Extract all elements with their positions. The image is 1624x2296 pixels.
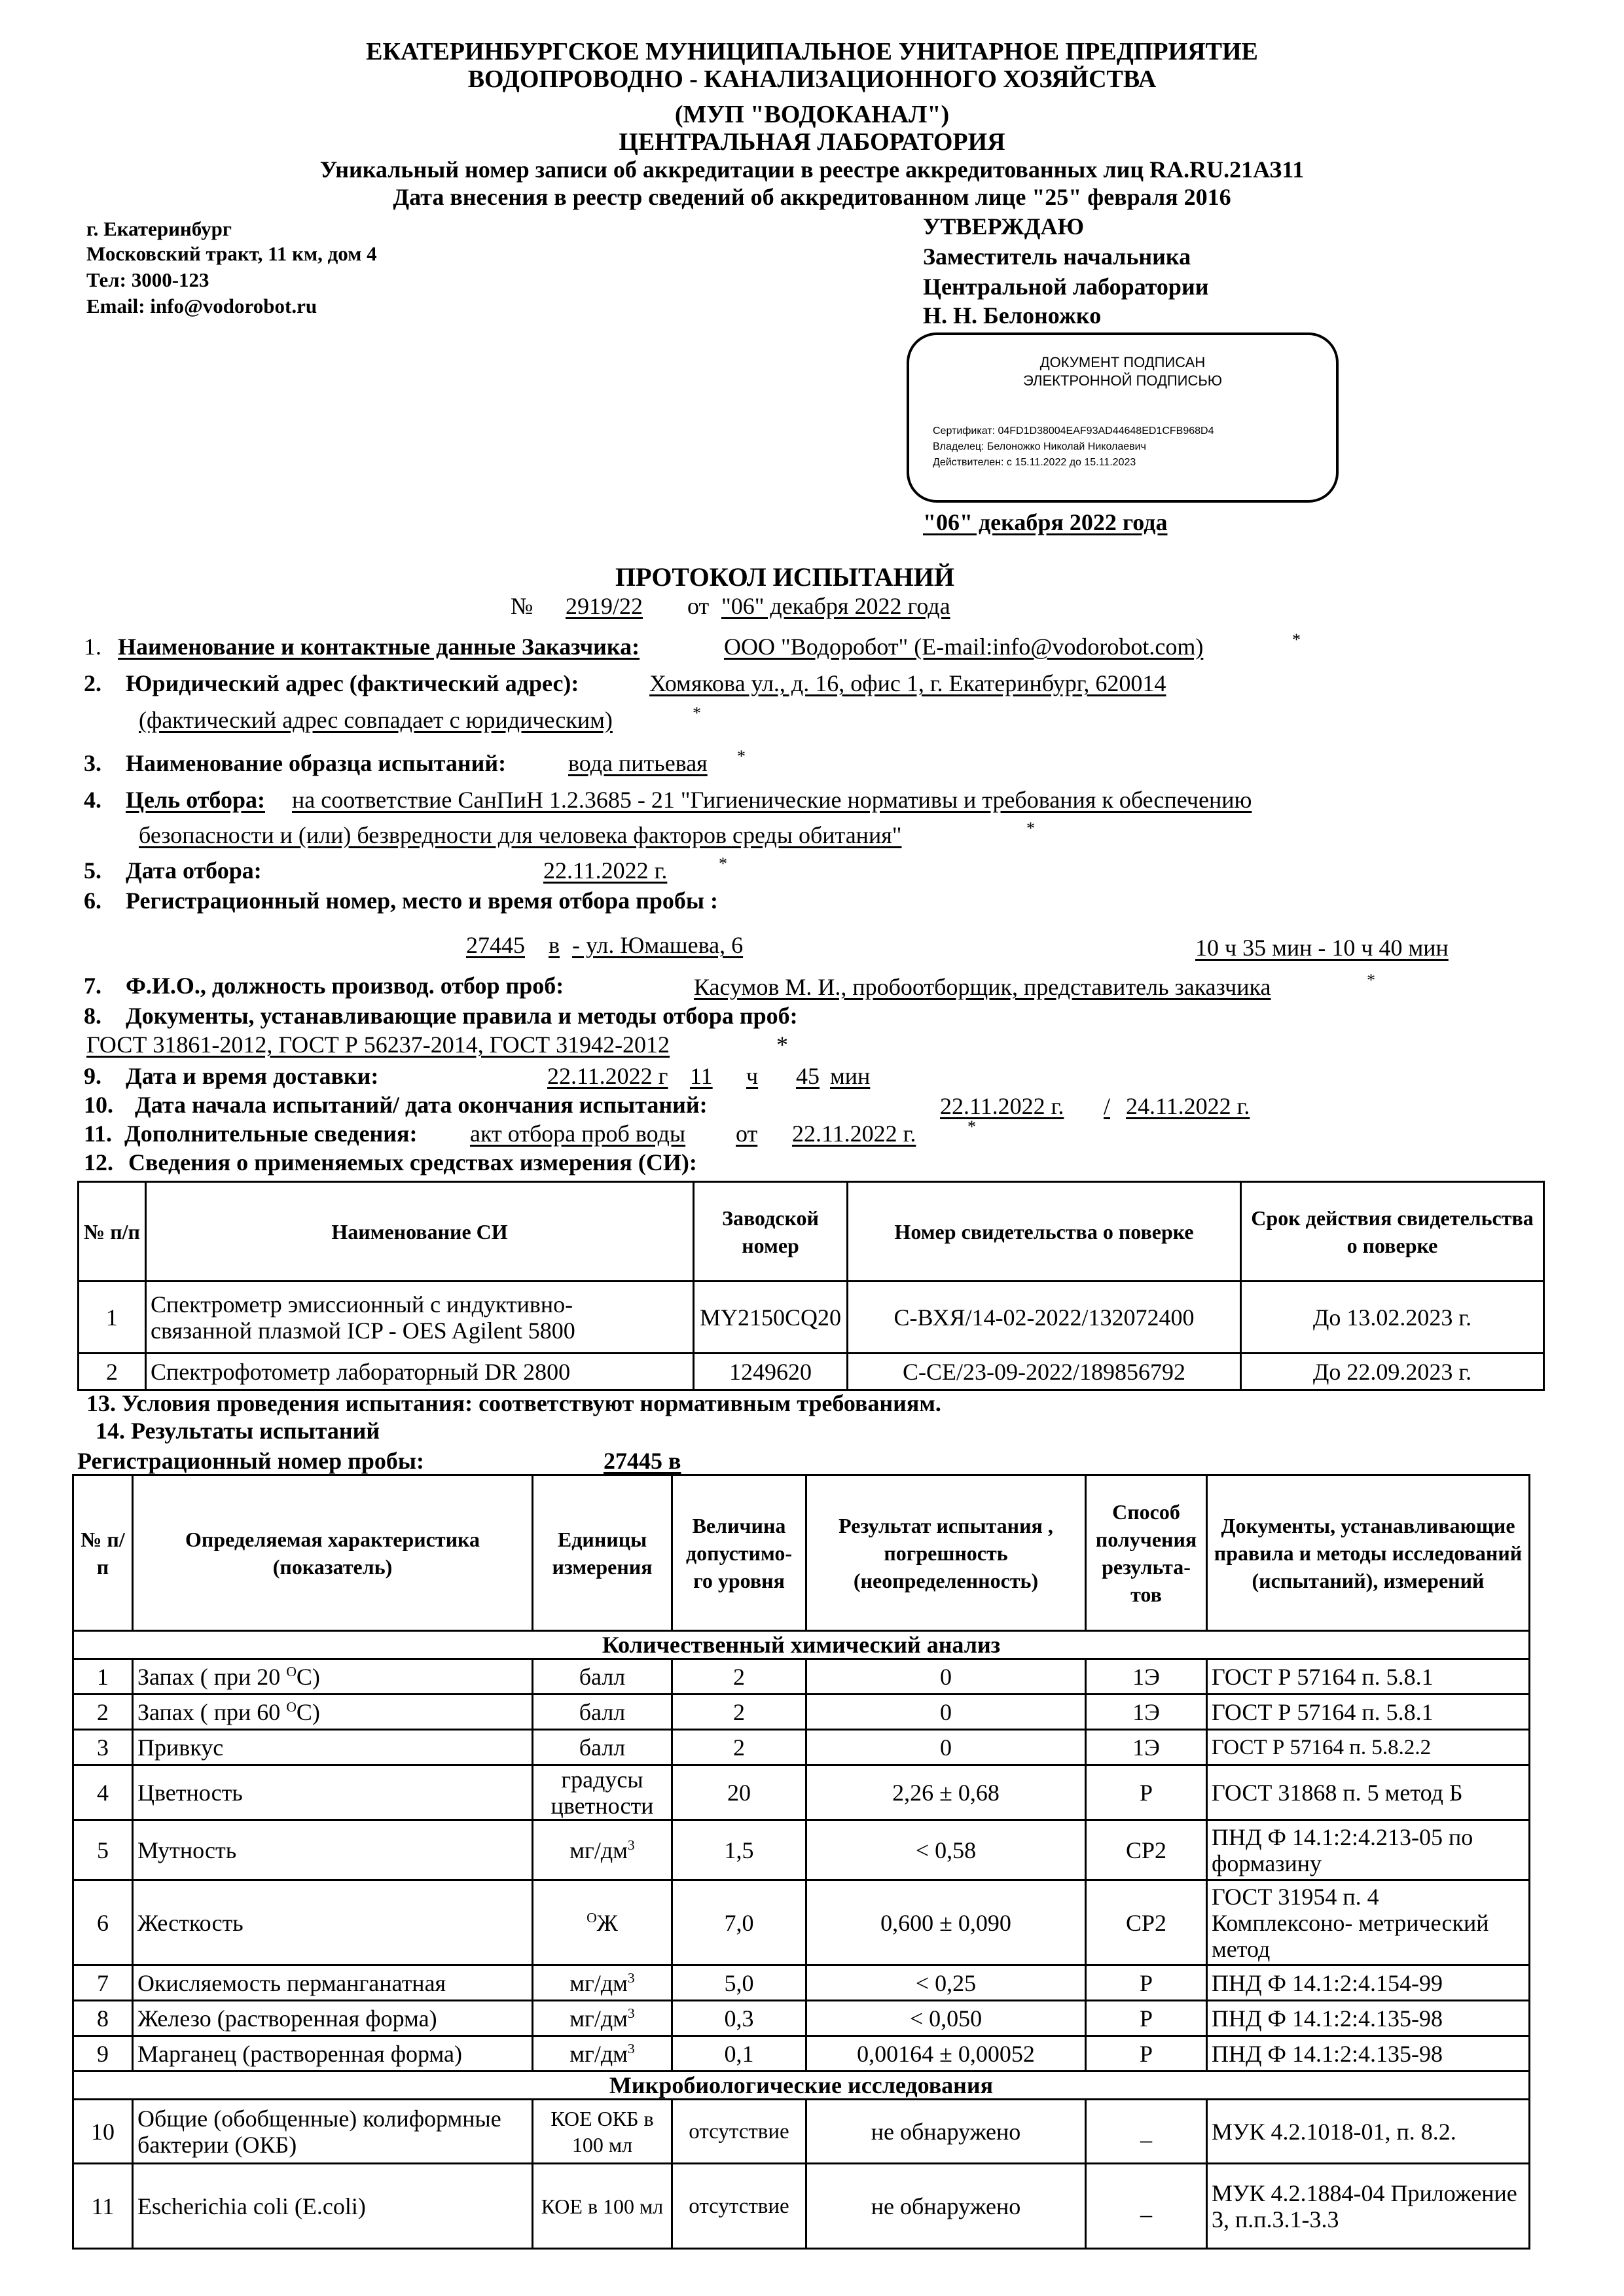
reg-number-value: 27445 в [604, 1448, 681, 1474]
si-row-number: 2 [79, 1354, 146, 1390]
res-header-method: Способ получения результа- тов [1086, 1475, 1207, 1631]
si-row-cert: С-ВХЯ/14-02-2022/132072400 [848, 1282, 1241, 1354]
table-row [73, 1695, 1530, 1730]
si-row-valid: До 22.09.2023 г. [1241, 1354, 1544, 1390]
item3-asterisk: * [737, 747, 746, 766]
res-characteristic: Запах ( при 60 $^O$С) [133, 1695, 533, 1730]
protocol-number-label: № [511, 593, 533, 619]
res-doc: МУК 4.2.1018-01, п. 8.2. [1207, 2100, 1530, 2164]
item6-suffix: в [549, 932, 560, 958]
si-header-valid: Срок действия свидетельства о поверке [1241, 1182, 1544, 1282]
protocol-number: 2919/22 [566, 593, 643, 619]
item11-asterisk: * [967, 1117, 976, 1136]
address-phone: Тел: 3000-123 [86, 268, 209, 291]
item9-number: 9. [84, 1063, 101, 1089]
res-unit: балл [533, 1695, 672, 1730]
item7-number: 7. [84, 973, 101, 999]
res-header-result: Результат испытания , погрешность (неопределенность) [806, 1475, 1086, 1631]
res-result: < 0,050 [806, 2001, 1086, 2036]
res-number: 3 [73, 1730, 133, 1765]
approval-position-2: Центральной лаборатории [923, 274, 1209, 300]
accreditation-date: Дата внесения в реестр сведений об аккредитованном лице "25" февраля 2016 [393, 184, 1231, 210]
item5-number: 5. [84, 857, 101, 884]
res-method: 1Э [1086, 1695, 1207, 1730]
res-method: _ [1086, 2100, 1207, 2164]
si-row-serial: 1249620 [694, 1354, 848, 1390]
item4-number: 4. [84, 787, 101, 813]
res-characteristic: Марганец (растворенная форма) [133, 2036, 533, 2072]
item9-minute: 45 [796, 1063, 820, 1089]
item9-hour-label: ч [746, 1063, 759, 1089]
item14: 14. Результаты испытаний [96, 1418, 380, 1444]
item8-label: Документы, устанавливающие правила и методы отбора проб: [126, 1003, 798, 1029]
table-row [73, 2036, 1530, 2072]
res-result: не обнаружено [806, 2100, 1086, 2164]
item2-label: Юридический адрес (фактический адрес): [126, 670, 579, 696]
measurement-instruments-table [77, 1181, 1545, 1391]
item8-asterisk: * [776, 1031, 788, 1058]
res-limit: 5,0 [672, 1965, 806, 2001]
si-row-number: 1 [79, 1282, 146, 1354]
section-chemical: Количественный химический анализ [73, 1631, 1530, 1659]
res-result: не обнаружено [806, 2164, 1086, 2249]
res-characteristic: Запах ( при 20 $^O$С) [133, 1659, 533, 1695]
item6-reg-number: 27445 [466, 932, 525, 958]
si-row-serial: MY2150CQ20 [694, 1282, 848, 1354]
si-row-cert: С-СЕ/23-09-2022/189856792 [848, 1354, 1241, 1390]
table-row [73, 2164, 1530, 2249]
item8-value: ГОСТ 31861-2012, ГОСТ Р 56237-2014, ГОСТ 31942-2012 [86, 1031, 670, 1058]
res-method: 1Э [1086, 1659, 1207, 1695]
res-doc: ПНД Ф 14.1:2:4.154-99 [1207, 1965, 1530, 2001]
res-header-number: № п/п [73, 1475, 133, 1631]
item4-asterisk: * [1026, 819, 1035, 838]
org-name-line1: ЕКАТЕРИНБУРГСКОЕ МУНИЦИПАЛЬНОЕ УНИТАРНОЕ ПРЕДПРИЯТИЕ [366, 38, 1258, 65]
item5-value: 22.11.2022 г. [543, 857, 668, 884]
res-doc: ГОСТ Р 57164 п. 5.8.1 [1207, 1659, 1530, 1695]
item5-asterisk: * [719, 854, 727, 873]
protocol-date: "06" декабря 2022 года [721, 593, 950, 619]
item2-asterisk: * [693, 704, 701, 723]
res-number: 11 [73, 2164, 133, 2249]
table-row [73, 1880, 1530, 1965]
res-limit: 0,1 [672, 2036, 806, 2072]
res-method: СР2 [1086, 1820, 1207, 1880]
item9-label: Дата и время доставки: [126, 1063, 379, 1089]
item2-number: 2. [84, 670, 101, 696]
res-method: СР2 [1086, 1880, 1207, 1965]
item10-start: 22.11.2022 г. [940, 1093, 1064, 1119]
table-row [73, 1965, 1530, 2001]
res-number: 8 [73, 2001, 133, 2036]
table-row [79, 1282, 1544, 1354]
address-street: Московский тракт, 11 км, дом 4 [86, 242, 377, 265]
res-limit: 20 [672, 1765, 806, 1820]
lab-name: ЦЕНТРАЛЬНАЯ ЛАБОРАТОРИЯ [619, 128, 1005, 156]
item11-from-label: от [736, 1121, 758, 1147]
res-limit: отсутствие [672, 2164, 806, 2249]
si-header-cert: Номер свидетельства о поверке [848, 1182, 1241, 1282]
res-method: 1Э [1086, 1730, 1207, 1765]
res-doc: МУК 4.2.1884-04 Приложение 3, п.п.3.1-3.3 [1207, 2164, 1530, 2249]
item11-value: акт отбора проб воды [470, 1121, 686, 1147]
item1-label: Наименование и контактные данные Заказчика: [118, 634, 640, 660]
table-row [79, 1354, 1544, 1390]
approval-date: "06" декабря 2022 года [923, 509, 1168, 535]
item9-minute-label: мин [830, 1063, 871, 1089]
approval-title: УТВЕРЖДАЮ [923, 213, 1085, 240]
item7-value: Касумов М. И., пробоотборщик, представитель заказчика [694, 974, 1271, 1000]
res-unit: $мг/дм^3$ [533, 1820, 672, 1880]
signature-line2: ЭЛЕКТРОННОЙ ПОДПИСЬЮ [1022, 372, 1223, 389]
res-number: 1 [73, 1659, 133, 1695]
item11-date: 22.11.2022 г. [792, 1121, 916, 1147]
item6-place: - ул. Юмашева, 6 [572, 932, 744, 958]
res-result: < 0,58 [806, 1820, 1086, 1880]
item11-label: Дополнительные сведения: [124, 1121, 418, 1147]
signature-owner: Владелец: Белоножко Николай Николаевич [933, 441, 1146, 452]
res-unit: КОЕ в 100 мл [533, 2164, 672, 2249]
res-limit: 2 [672, 1695, 806, 1730]
res-doc: ПНД Ф 14.1:2:4.135-98 [1207, 2001, 1530, 2036]
item3-number: 3. [84, 750, 101, 776]
res-limit: 7,0 [672, 1880, 806, 1965]
res-header-docs: Документы, устанавливающие правила и методы исследований (испытаний), измерений [1207, 1475, 1530, 1631]
res-unit: КОЕ ОКБ в 100 мл [533, 2100, 672, 2164]
res-characteristic: Цветность [133, 1765, 533, 1820]
table-row [73, 1659, 1530, 1695]
res-doc: ПНД Ф 14.1:2:4.213-05 по формазину [1207, 1820, 1530, 1880]
address-city: г. Екатеринбург [86, 217, 232, 240]
org-name-line2: ВОДОПРОВОДНО - КАНАЛИЗАЦИОННОГО ХОЗЯЙСТВА [467, 65, 1157, 93]
item1-number: 1. [84, 634, 101, 660]
res-unit: балл [533, 1659, 672, 1695]
item4-label: Цель отбора: [126, 787, 265, 813]
res-characteristic: Общие (обобщенные) колиформные бактерии (ОКБ) [133, 2100, 533, 2164]
item10-end: 24.11.2022 г. [1126, 1093, 1250, 1119]
res-characteristic: Окисляемость перманганатная [133, 1965, 533, 2001]
res-number: 6 [73, 1880, 133, 1965]
res-characteristic: Привкус [133, 1730, 533, 1765]
item5-label: Дата отбора: [126, 857, 262, 884]
res-unit: $мг/дм^3$ [533, 2036, 672, 2072]
res-limit: 2 [672, 1730, 806, 1765]
table-row [73, 1730, 1530, 1765]
res-unit: $мг/дм^3$ [533, 1965, 672, 2001]
table-row [73, 1765, 1530, 1820]
res-number: 10 [73, 2100, 133, 2164]
si-header-serial: Заводской номер [694, 1182, 848, 1282]
item8-number: 8. [84, 1003, 101, 1029]
item6-time: 10 ч 35 мин - 10 ч 40 мин [1195, 935, 1449, 961]
res-unit: градусы цветности [533, 1765, 672, 1820]
si-header-name: Наименование СИ [146, 1182, 694, 1282]
item6-number: 6. [84, 888, 101, 914]
si-row-name: Спектрометр эмиссионный с индуктивно- связанной плазмой ICP - OES Agilent 5800 [146, 1282, 694, 1354]
res-result: < 0,25 [806, 1965, 1086, 2001]
res-doc: ГОСТ Р 57164 п. 5.8.2.2 [1207, 1730, 1530, 1765]
item7-asterisk: * [1367, 971, 1375, 990]
res-number: 4 [73, 1765, 133, 1820]
signature-valid: Действителен: с 15.11.2022 до 15.11.2023 [933, 457, 1136, 468]
res-result: 0,00164 ± 0,00052 [806, 2036, 1086, 2072]
res-limit: отсутствие [672, 2100, 806, 2164]
protocol-from-label: от [687, 593, 710, 619]
res-doc: ГОСТ 31954 п. 4 Комплексоно- метрический метод [1207, 1880, 1530, 1965]
res-result: 0 [806, 1659, 1086, 1695]
item2-note: (фактический адрес совпадает с юридическим) [139, 707, 613, 733]
res-doc: ГОСТ Р 57164 п. 5.8.1 [1207, 1695, 1530, 1730]
item4-value-line2: безопасности и (или) безвредности для человека факторов среды обитания" [139, 822, 902, 848]
signature-line1: ДОКУМЕНТ ПОДПИСАН [1039, 354, 1206, 370]
org-name-line3: (МУП "ВОДОКАНАЛ") [674, 101, 950, 128]
res-number: 7 [73, 1965, 133, 2001]
res-result: 0,600 ± 0,090 [806, 1880, 1086, 1965]
item1-value: ООО "Водоробот" (E-mail:info@vodorobot.com) [724, 634, 1204, 660]
item10-number: 10. [84, 1092, 113, 1118]
res-result: 0 [806, 1730, 1086, 1765]
e-signature-stamp [907, 332, 1339, 503]
res-method: _ [1086, 2164, 1207, 2249]
protocol-title: ПРОТОКОЛ ИСПЫТАНИЙ [615, 562, 954, 592]
res-characteristic: Железо (растворенная форма) [133, 2001, 533, 2036]
item11-number: 11. [84, 1121, 113, 1147]
approval-name: Н. Н. Белоножко [923, 302, 1102, 329]
item3-label: Наименование образца испытаний: [126, 750, 507, 776]
res-method: Р [1086, 1965, 1207, 2001]
item4-value-line1: на соответствие СанПиН 1.2.3685 - 21 "Гигиенические нормативы и требования к обеспечению [292, 787, 1252, 813]
res-header-unit: Единицы измерения [533, 1475, 672, 1631]
res-characteristic: Мутность [133, 1820, 533, 1880]
res-method: Р [1086, 1765, 1207, 1820]
item2-value: Хомякова ул., д. 16, офис 1, г. Екатеринбург, 620014 [649, 670, 1166, 696]
res-number: 5 [73, 1820, 133, 1880]
si-row-name: Спектрофотометр лабораторный DR 2800 [146, 1354, 694, 1390]
results-table [72, 1474, 1530, 2250]
res-method: Р [1086, 2001, 1207, 2036]
signature-cert: Сертификат: 04FD1D38004EAF93AD44648ED1CFB968D4 [933, 425, 1214, 437]
si-row-valid: До 13.02.2023 г. [1241, 1282, 1544, 1354]
res-unit: $мг/дм^3$ [533, 2001, 672, 2036]
res-characteristic: Жесткость [133, 1880, 533, 1965]
res-method: Р [1086, 2036, 1207, 2072]
table-row [73, 2001, 1530, 2036]
res-limit: 1,5 [672, 1820, 806, 1880]
address-email: Email: info@vodorobot.ru [86, 295, 317, 317]
table-row [73, 2100, 1530, 2164]
item1-asterisk: * [1292, 630, 1301, 649]
res-unit: балл [533, 1730, 672, 1765]
table-row [73, 1820, 1530, 1880]
item13: 13. Условия проведения испытания: соответствуют нормативным требованиям. [86, 1390, 941, 1416]
item10-separator: / [1104, 1093, 1111, 1119]
accreditation-number: Уникальный номер записи об аккредитации в реестре аккредитованных лиц RA.RU.21АЗ11 [319, 156, 1305, 183]
approval-position-1: Заместитель начальника [923, 243, 1191, 270]
item10-label: Дата начала испытаний/ дата окончания испытаний: [135, 1092, 708, 1118]
res-header-limit: Величина допустимо- го уровня [672, 1475, 806, 1631]
item7-label: Ф.И.О., должность производ. отбор проб: [126, 973, 564, 999]
si-header-number: № п/п [79, 1182, 146, 1282]
section-microbiology: Микробиологические исследования [73, 2072, 1530, 2100]
item12-number: 12. [84, 1149, 113, 1175]
res-number: 2 [73, 1695, 133, 1730]
res-header-characteristic: Определяемая характеристика (показатель) [133, 1475, 533, 1631]
res-characteristic: Escherichia coli (E.coli) [133, 2164, 533, 2249]
item12-label: Сведения о применяемых средствах измерения (СИ): [128, 1149, 697, 1175]
res-result: 0 [806, 1695, 1086, 1730]
reg-number-label: Регистрационный номер пробы: [77, 1448, 424, 1474]
res-number: 9 [73, 2036, 133, 2072]
res-unit: $^О$Ж [533, 1880, 672, 1965]
res-limit: 0,3 [672, 2001, 806, 2036]
res-limit: 2 [672, 1659, 806, 1695]
res-doc: ПНД Ф 14.1:2:4.135-98 [1207, 2036, 1530, 2072]
item6-label: Регистрационный номер, место и время отбора пробы : [126, 888, 719, 914]
res-doc: ГОСТ 31868 п. 5 метод Б [1207, 1765, 1530, 1820]
item3-value: вода питьевая [568, 750, 708, 776]
item9-date: 22.11.2022 г [547, 1063, 668, 1089]
item9-hour: 11 [690, 1063, 713, 1089]
res-result: 2,26 ± 0,68 [806, 1765, 1086, 1820]
